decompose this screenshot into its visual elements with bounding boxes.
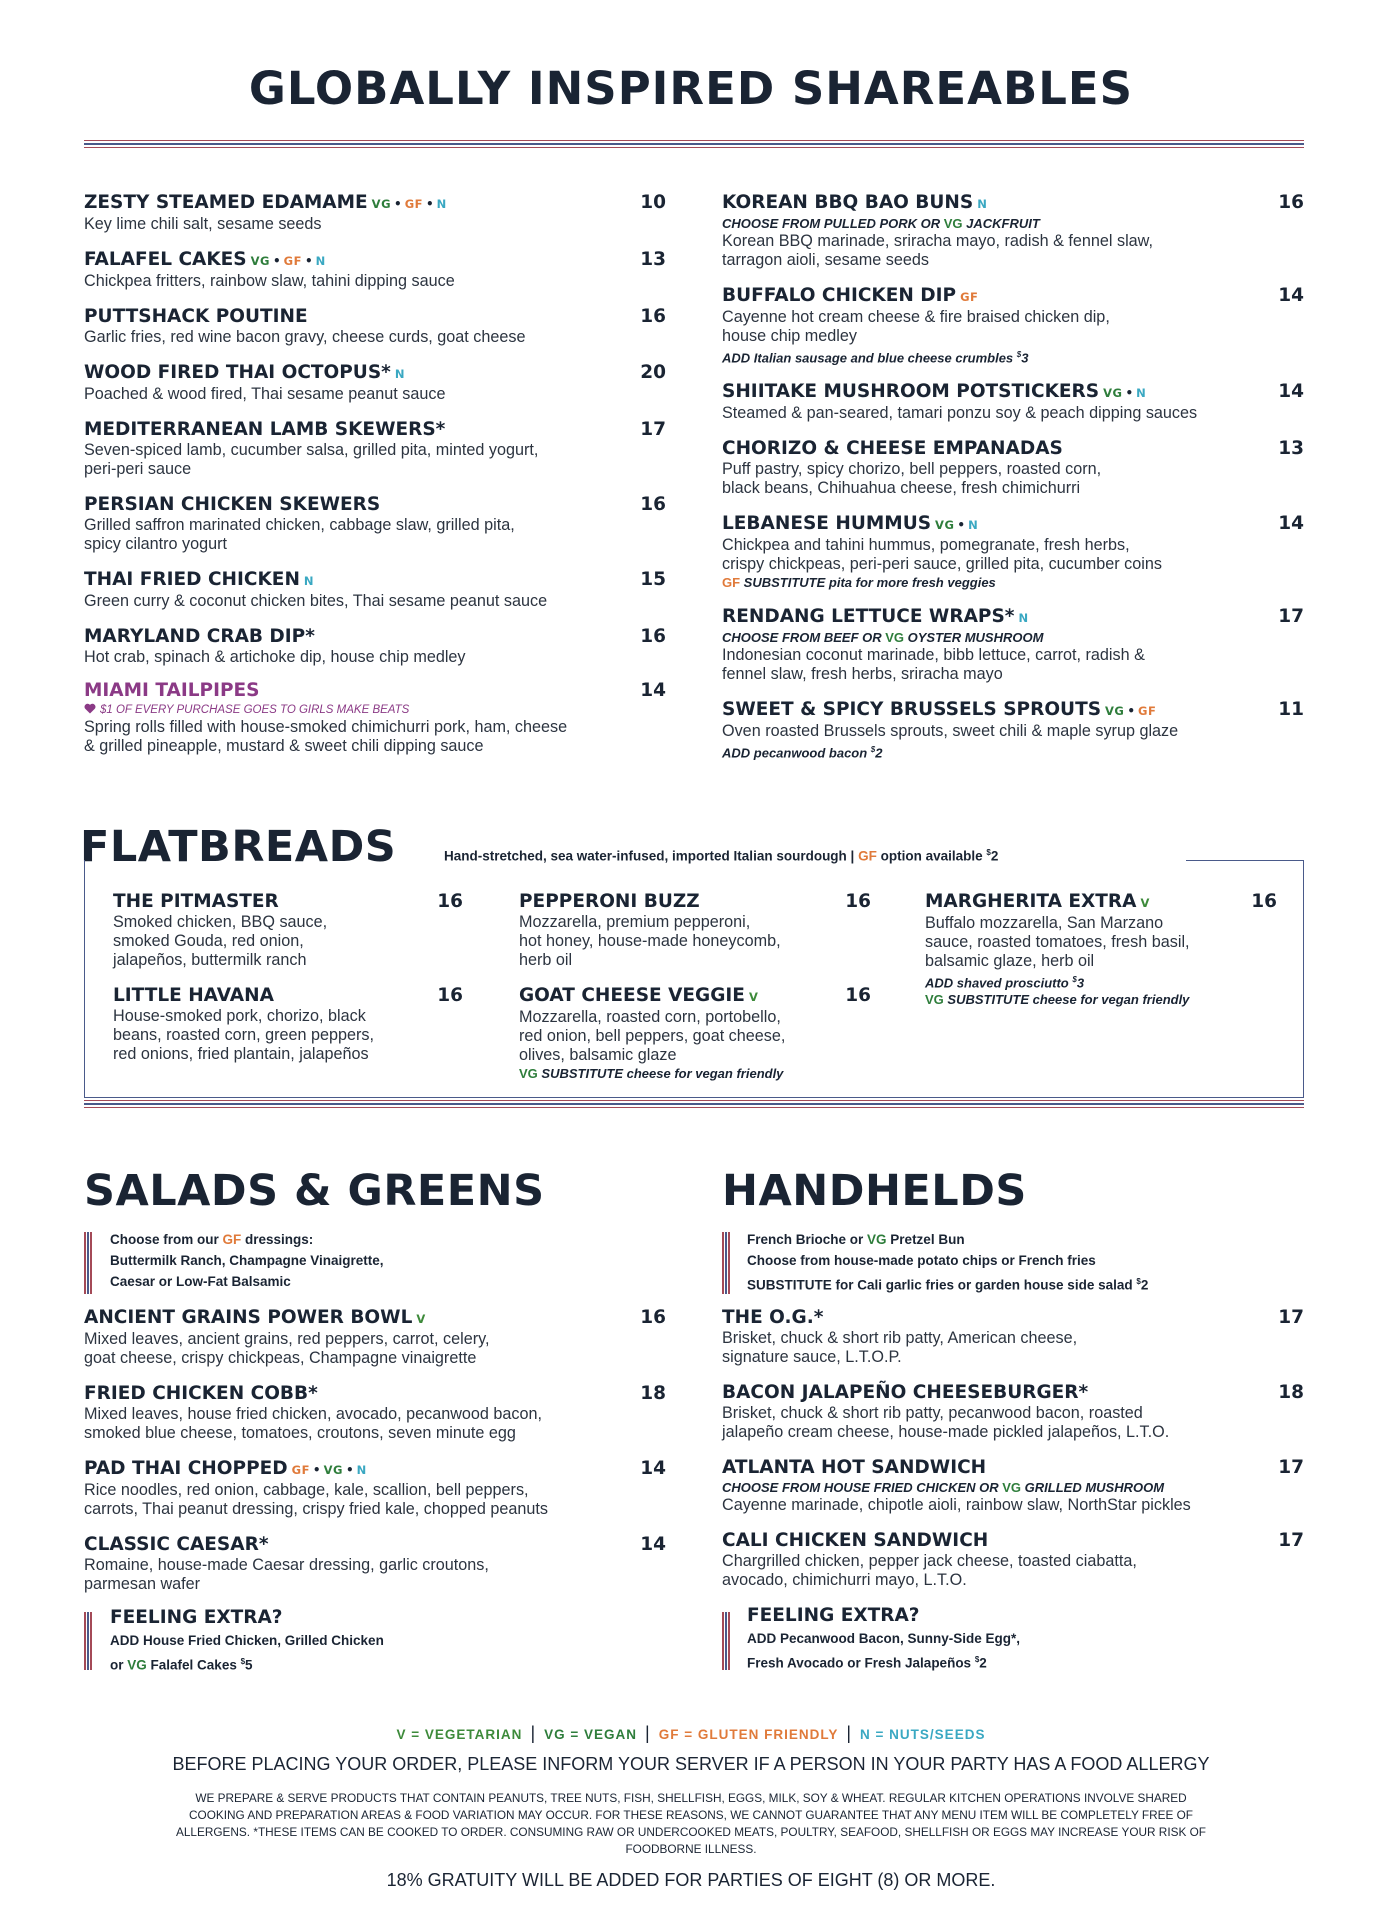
menu-item — [84, 1458, 666, 1519]
menu-item-desc — [519, 913, 871, 970]
menu-item-desc — [722, 1404, 1304, 1442]
desc-line: Garlic fries, red wine bacon gravy, cheese curds, goat cheese — [84, 328, 526, 346]
desc-line: Oven roasted Brussels sprouts, sweet chili & maple syrup glaze — [722, 722, 1179, 741]
desc-line: parmesan wafer — [84, 1575, 201, 1593]
desc-line: Key lime chili salt, sesame seeds — [84, 215, 322, 233]
menu-item-name — [722, 438, 1304, 460]
menu-item-name — [84, 494, 666, 516]
menu-item — [722, 699, 1304, 761]
menu-item-name-text: LEBANESE HUMMUS — [722, 513, 932, 535]
extra-lines — [747, 1628, 1020, 1674]
tag-separator: • — [957, 518, 966, 533]
tag-separator: • — [1127, 704, 1136, 719]
desc-line: Mozzarella, premium pepperoni, — [519, 913, 751, 931]
desc-line: red onions, fried plantain, jalapeños — [113, 1045, 369, 1063]
info-line: Buttermilk Ranch, Champagne Vinaigrette, — [110, 1253, 384, 1268]
menu-item — [84, 1307, 666, 1368]
dietary-tag: VG — [323, 1463, 343, 1477]
menu-item-price: 17 — [1278, 1307, 1304, 1328]
menu-item — [84, 1534, 666, 1594]
menu-item — [84, 419, 666, 479]
desc-line: fennel slaw, fresh herbs, sriracha mayo — [722, 665, 1003, 684]
menu-item-name-text: ZESTY STEAMED EDAMAME — [84, 192, 368, 213]
tag-separator: • — [304, 254, 313, 268]
charity-text: $1 OF EVERY PURCHASE GOES TO GIRLS MAKE BEATS — [100, 704, 410, 716]
dietary-tag: VG — [250, 254, 270, 268]
menu-item-addon-note: ADD Italian sausage and blue cheese crumbles $3 — [722, 350, 1029, 366]
desc-line: jalapeño cream cheese, house-made pickled jalapeños, L.T.O. — [722, 1423, 1170, 1441]
menu-item-name — [84, 419, 666, 441]
menu-item-desc — [84, 592, 666, 611]
menu-item — [113, 985, 463, 1064]
handhelds-bun-info — [747, 1229, 1148, 1296]
menu-item-addon-note: VG SUBSTITUTE cheese for vegan friendly — [925, 992, 1190, 1008]
dietary-tag: N — [977, 197, 988, 211]
info-line: Caesar or Low-Fat Balsamic — [110, 1274, 291, 1289]
info-line: ADD House Fried Chicken, Grilled Chicken — [110, 1633, 384, 1648]
desc-line: Chargrilled chicken, pepper jack cheese, toasted ciabatta, — [722, 1552, 1137, 1570]
menu-item-name-text: RENDANG LETTUCE WRAPS* — [722, 606, 1015, 628]
menu-item-price: 16 — [845, 891, 871, 912]
info-line: Choose from our GF dressings: — [110, 1232, 314, 1247]
menu-item-name — [113, 985, 463, 1007]
menu-item-name — [84, 1534, 666, 1556]
desc-line: Rice noodles, red onion, cabbage, kale, scallion, bell peppers, — [84, 1481, 529, 1499]
menu-item-name — [722, 381, 1304, 404]
salads-title: SALADS & GREENS — [84, 1166, 545, 1216]
salads-dressing-info — [110, 1229, 384, 1292]
tag-separator: • — [1125, 386, 1134, 401]
menu-item-name-text: SWEET & SPICY BRUSSELS SPROUTS — [722, 699, 1102, 721]
menu-item-name-text: PERSIAN CHICKEN SKEWERS — [84, 494, 381, 515]
desc-line: Indonesian coconut marinade, bibb lettuce, carrot, radish & — [722, 646, 1145, 665]
tag-separator: • — [345, 1463, 354, 1477]
menu-item-price: 17 — [1278, 1457, 1304, 1478]
menu-item-name-text: CALI CHICKEN SANDWICH — [722, 1530, 989, 1551]
menu-item-price: 16 — [1251, 891, 1277, 912]
desc-line: smoked Gouda, red onion, — [113, 932, 304, 950]
menu-item-desc — [722, 722, 1304, 741]
menu-item-price: 11 — [1278, 699, 1304, 721]
menu-item-name-text: MARYLAND CRAB DIP* — [84, 626, 315, 647]
heart-icon — [84, 703, 96, 714]
menu-item-name — [84, 192, 666, 215]
dietary-tag: N — [356, 1463, 367, 1477]
menu-item-desc — [84, 215, 666, 234]
menu-item-desc — [84, 648, 666, 667]
menu-item — [519, 891, 871, 970]
menu-item-name — [113, 891, 463, 913]
salads-dressing-bars — [84, 1232, 92, 1294]
menu-item-name-text: ANCIENT GRAINS POWER BOWL — [84, 1307, 413, 1328]
menu-item-name-text: CHORIZO & CHEESE EMPANADAS — [722, 438, 1063, 460]
desc-line: Mozzarella, roasted corn, portobello, — [519, 1008, 781, 1026]
menu-item-name — [84, 306, 666, 328]
desc-line: jalapeños, buttermilk ranch — [113, 951, 307, 969]
dietary-tag: N — [394, 367, 405, 381]
menu-item-desc — [84, 441, 666, 479]
desc-line: spicy cilantro yogurt — [84, 535, 228, 553]
dietary-tag: N — [1136, 386, 1147, 401]
extra-title: FEELING EXTRA? — [110, 1607, 283, 1628]
menu-item-desc — [722, 308, 1304, 346]
dietary-tag: N — [315, 254, 326, 268]
tag-separator: • — [272, 254, 281, 268]
menu-item-desc — [722, 536, 1304, 574]
menu-item-price: 16 — [640, 306, 666, 327]
info-line: French Brioche or VG Pretzel Bun — [747, 1232, 965, 1247]
desc-line: hot honey, house-made honeycomb, — [519, 932, 781, 950]
menu-item-desc — [722, 460, 1304, 498]
desc-line: red onion, bell peppers, goat cheese, — [519, 1027, 786, 1045]
menu-item-desc — [113, 913, 463, 970]
desc-line: Mixed leaves, house fried chicken, avocado, pecanwood bacon, — [84, 1405, 543, 1423]
desc-line: black beans, Chihuahua cheese, fresh chimichurri — [722, 479, 1081, 498]
legend-vegetarian: V = VEGETARIAN — [396, 1727, 523, 1742]
menu-item-name — [84, 1307, 666, 1330]
flatbreads-column-3 — [925, 891, 1277, 1023]
info-line: or VG Falafel Cakes $5 — [110, 1657, 253, 1673]
menu-item-price: 16 — [640, 1307, 666, 1328]
menu-item-desc — [84, 328, 666, 347]
desc-line: sauce, roasted tomatoes, fresh basil, — [925, 933, 1190, 951]
menu-item-name-text: FRIED CHICKEN COBB* — [84, 1383, 318, 1404]
menu-item-addon-note: GF SUBSTITUTE pita for more fresh veggies — [722, 575, 996, 591]
desc-line: goat cheese, crispy chickpeas, Champagne vinaigrette — [84, 1349, 477, 1367]
charity-note — [84, 702, 666, 718]
desc-line: herb oil — [519, 951, 573, 969]
desc-line: tarragon aioli, sesame seeds — [722, 251, 929, 269]
menu-item-option-note: CHOOSE FROM PULLED PORK OR VG JACKFRUIT — [722, 216, 1040, 231]
menu-item — [84, 249, 666, 291]
menu-item-price: 18 — [640, 1383, 666, 1404]
handhelds-bun-bars — [722, 1232, 730, 1294]
desc-line: Cayenne marinade, chipotle aioli, rainbow slaw, NorthStar pickles — [722, 1496, 1191, 1514]
menu-item-option-note: CHOOSE FROM HOUSE FRIED CHICKEN OR VG GRILLED MUSHROOM — [722, 1480, 1165, 1495]
desc-line: Seven-spiced lamb, cucumber salsa, grilled pita, minted yogurt, — [84, 441, 539, 459]
menu-item-price: 20 — [640, 362, 666, 383]
menu-item-name — [722, 513, 1304, 536]
menu-item-name — [722, 1382, 1304, 1404]
desc-line: Romaine, house-made Caesar dressing, garlic croutons, — [84, 1556, 489, 1574]
desc-line: carrots, Thai peanut dressing, crispy fried kale, chopped peanuts — [84, 1500, 549, 1518]
menu-item-price: 16 — [437, 985, 463, 1006]
menu-item-name-text: PEPPERONI BUZZ — [519, 891, 700, 912]
salads-items-column — [84, 1307, 666, 1609]
handhelds-extra-bars — [722, 1612, 730, 1670]
menu-item — [84, 1383, 666, 1443]
menu-item-name-text: GOAT CHEESE VEGGIE — [519, 985, 745, 1006]
flatbreads-rule — [84, 1100, 1304, 1108]
desc-line: Buffalo mozzarella, San Marzano — [925, 914, 1164, 932]
shareables-left-column — [84, 192, 666, 682]
menu-item — [84, 569, 666, 611]
dietary-tag: VG — [1105, 704, 1125, 719]
menu-item — [84, 362, 666, 404]
menu-item — [925, 891, 1277, 1008]
desc-line: Hot crab, spinach & artichoke dip, house chip medley — [84, 648, 466, 666]
desc-line: Chickpea fritters, rainbow slaw, tahini dipping sauce — [84, 272, 455, 290]
menu-item-name — [722, 1457, 1304, 1479]
flatbreads-box-top — [1186, 860, 1304, 861]
menu-item-name — [722, 606, 1304, 629]
desc-line: crispy chickpeas, peri-peri sauce, grilled pita, cucumber coins — [722, 555, 1162, 574]
dietary-tag: N — [1018, 611, 1029, 626]
menu-item-price: 13 — [640, 249, 666, 270]
menu-item-name — [519, 985, 871, 1008]
dietary-tag: GF — [283, 254, 302, 268]
menu-item-desc — [84, 718, 666, 756]
desc-line: signature sauce, L.T.O.P. — [722, 1348, 902, 1366]
menu-item-option-note: CHOOSE FROM BEEF OR VG OYSTER MUSHROOM — [722, 630, 1044, 646]
menu-item — [519, 985, 871, 1082]
legend-nuts-seeds: N = NUTS/SEEDS — [860, 1727, 986, 1742]
menu-item-desc — [925, 914, 1277, 971]
menu-item-name-text: BUFFALO CHICKEN DIP — [722, 285, 957, 306]
menu-item-name — [84, 362, 666, 385]
dietary-tag: V — [1140, 896, 1150, 910]
desc-line: Poached & wood fired, Thai sesame peanut sauce — [84, 385, 446, 403]
menu-item-name-text: THE PITMASTER — [113, 891, 279, 912]
info-line: Choose from house-made potato chips or French fries — [747, 1253, 1096, 1268]
desc-line: olives, balsamic glaze — [519, 1046, 677, 1064]
menu-item — [722, 1382, 1304, 1442]
menu-item-name — [722, 192, 1304, 215]
menu-item-price: 16 — [845, 985, 871, 1006]
menu-item — [84, 192, 666, 234]
menu-item-name — [84, 626, 666, 648]
menu-item-desc — [84, 1405, 666, 1443]
menu-item-price: 10 — [640, 192, 666, 213]
desc-line: peri-peri sauce — [84, 460, 192, 478]
menu-item-price: 14 — [640, 1534, 666, 1555]
page-title: GLOBALLY INSPIRED SHAREABLES — [248, 62, 1134, 115]
menu-item — [722, 1457, 1304, 1515]
menu-item-price: 14 — [640, 1458, 666, 1479]
menu-item — [722, 285, 1304, 366]
desc-line: avocado, chimichurri mayo, L.T.O. — [722, 1571, 967, 1589]
menu-item-addon-note: ADD shaved prosciutto $3 — [925, 975, 1085, 991]
menu-item-name-text: FALAFEL CAKES — [84, 249, 247, 270]
menu-item-name — [84, 249, 666, 272]
menu-item-desc — [722, 646, 1304, 684]
dietary-tag: N — [968, 518, 979, 533]
menu-item-price: 16 — [640, 626, 666, 647]
flatbreads-column-2 — [519, 891, 871, 1097]
menu-item-name-text: KOREAN BBQ BAO BUNS — [722, 192, 974, 213]
flatbreads-subtitle: Hand-stretched, sea water-infused, imported Italian sourdough | GF option available $2 — [444, 848, 999, 864]
menu-item-name — [722, 699, 1304, 722]
legend-gluten-friendly: GF = GLUTEN FRIENDLY — [658, 1727, 839, 1742]
menu-item — [84, 306, 666, 347]
salads-extra-info — [110, 1606, 384, 1676]
menu-item-name — [722, 1307, 1304, 1329]
menu-item — [722, 1530, 1304, 1590]
menu-item-price: 17 — [640, 419, 666, 440]
menu-item-desc — [722, 232, 1304, 270]
dietary-tag: GF — [404, 197, 423, 211]
dietary-tag: GF — [291, 1463, 310, 1477]
info-line: SUBSTITUTE for Cali garlic fries or garden house side salad $2 — [747, 1277, 1149, 1293]
menu-item-addon-note: VG SUBSTITUTE cheese for vegan friendly — [519, 1066, 784, 1081]
menu-item-price: 15 — [640, 569, 666, 590]
menu-item-name — [84, 1383, 666, 1405]
extra-lines — [110, 1630, 384, 1676]
menu-item — [722, 606, 1304, 684]
menu-item-name-text: MARGHERITA EXTRA — [925, 891, 1137, 912]
menu-item-addon-note: ADD pecanwood bacon $2 — [722, 745, 883, 761]
desc-line: Cayenne hot cream cheese & fire braised chicken dip, — [722, 308, 1110, 326]
menu-item-name — [722, 1530, 1304, 1552]
menu-item-name-text: WOOD FIRED THAI OCTOPUS* — [84, 362, 391, 383]
menu-item — [722, 513, 1304, 591]
menu-item — [113, 891, 463, 970]
desc-line: Grilled saffron marinated chicken, cabbage slaw, grilled pita, — [84, 516, 515, 534]
extra-title: FEELING EXTRA? — [747, 1605, 920, 1626]
menu-item-price: 16 — [437, 891, 463, 912]
desc-line: beans, roasted corn, green peppers, — [113, 1026, 374, 1044]
desc-line: Steamed & pan-seared, tamari ponzu soy & peach dipping sauces — [722, 404, 1198, 423]
header-rule — [84, 140, 1304, 148]
dietary-tag: N — [436, 197, 447, 211]
menu-item-desc — [84, 1330, 666, 1368]
dietary-tag: N — [303, 574, 315, 588]
menu-item-desc — [84, 516, 666, 554]
menu-item-desc — [84, 1556, 666, 1594]
menu-item-name-text: BACON JALAPEÑO CHEESEBURGER* — [722, 1382, 1089, 1403]
desc-line: & grilled pineapple, mustard & sweet chili dipping sauce — [84, 737, 484, 755]
allergy-notice: BEFORE PLACING YOUR ORDER, PLEASE INFORM YOUR SERVER IF A PERSON IN YOUR PARTY HAS A FOOD ALLERGY — [172, 1754, 1210, 1774]
tag-separator: • — [312, 1463, 321, 1477]
menu-item-desc — [84, 1481, 666, 1519]
gratuity-notice: 18% GRATUITY WILL BE ADDED FOR PARTIES OF EIGHT (8) OR MORE. — [386, 1870, 996, 1890]
allergen-fine-print: WE PREPARE & SERVE PRODUCTS THAT CONTAIN PEANUTS, TREE NUTS, FISH, SHELLFISH, EGGS, MILK, SOY & WHEAT. REGULAR KITCHEN OPERATIONS INVOLVE SHARED COOKING AND PREPARATION AREAS & FOOD VARIATION MAY OCCUR. FOR THESE REASONS, WE CANNOT GUARANTEE THAT ANY MENU ITEM WILL BE COMPLETELY FREE OF ALLERGENS. *THESE ITEMS CAN BE COOKED TO ORDER. CONSUMING RAW OR UNDERCOOKED MEATS, POULTRY, SEAFOOD, SHELLFISH OR EGGS MAY INCREASE YOUR RISK OF FOODBORNE ILLNESS. — [175, 1791, 1206, 1856]
menu-item-price: 18 — [1278, 1382, 1304, 1403]
desc-line: Chickpea and tahini hummus, pomegranate, fresh herbs, — [722, 536, 1130, 555]
dietary-tag: GF — [1138, 704, 1157, 719]
desc-line: House-smoked pork, chorizo, black — [113, 1007, 366, 1025]
flatbreads-title: FLATBREADS — [80, 822, 397, 872]
menu-item-name-text: THE O.G.* — [722, 1307, 824, 1328]
desc-line: Mixed leaves, ancient grains, red peppers, carrot, celery, — [84, 1330, 490, 1348]
menu-item-name-text: PAD THAI CHOPPED — [84, 1458, 288, 1479]
menu-item — [722, 438, 1304, 498]
menu-item-name-text: PUTTSHACK POUTINE — [84, 306, 308, 327]
flatbreads-column-1 — [113, 891, 463, 1079]
menu-item-price: 14 — [1278, 381, 1304, 403]
menu-item — [722, 1307, 1304, 1367]
shareables-right-column — [722, 192, 1304, 777]
desc-line: Green curry & coconut chicken bites, Thai sesame peanut sauce — [84, 592, 548, 610]
menu-item-price: 17 — [1278, 606, 1304, 628]
dietary-tag: VG — [371, 197, 392, 211]
menu-item-price: 16 — [640, 494, 666, 515]
menu-item-name-text: CLASSIC CAESAR* — [84, 1534, 269, 1555]
menu-item-name — [519, 891, 871, 913]
menu-item-desc — [722, 1496, 1304, 1515]
menu-item — [84, 626, 666, 667]
menu-item-desc — [722, 404, 1304, 423]
miami-tailpipes-item — [84, 680, 666, 771]
desc-line: Smoked chicken, BBQ sauce, — [113, 913, 328, 931]
handhelds-extra-info — [747, 1604, 1020, 1674]
menu-item-name — [925, 891, 1277, 914]
menu-item — [722, 192, 1304, 270]
menu-item — [722, 381, 1304, 423]
menu-item-desc — [84, 272, 666, 291]
menu-item-price: 14 — [640, 680, 666, 701]
menu-item-name-text: LITTLE HAVANA — [113, 985, 274, 1006]
menu-item-name — [84, 569, 666, 592]
desc-line: smoked blue cheese, tomatoes, croutons, seven minute egg — [84, 1424, 516, 1442]
menu-item-price: 14 — [1278, 285, 1304, 306]
menu-item-name-text: THAI FRIED CHICKEN — [84, 569, 300, 590]
tag-separator: • — [394, 197, 402, 211]
desc-line: Korean BBQ marinade, sriracha mayo, radish & fennel slaw, — [722, 232, 1153, 250]
menu-item-desc — [722, 1329, 1304, 1367]
handhelds-items-column — [722, 1307, 1304, 1605]
menu-item-name — [84, 1458, 666, 1481]
dietary-legend: V = VEGETARIAN | VG = VEGAN | GF = GLUTEN FRIENDLY | N = NUTS/SEEDS — [396, 1723, 986, 1743]
menu-item-desc — [113, 1007, 463, 1064]
tag-separator: • — [425, 197, 434, 211]
menu-item-price: 14 — [1278, 513, 1304, 535]
desc-line: house chip medley — [722, 327, 857, 345]
desc-line: balsamic glaze, herb oil — [925, 952, 1095, 970]
desc-line: Spring rolls filled with house-smoked chimichurri pork, ham, cheese — [84, 718, 568, 736]
menu-item-desc — [722, 1552, 1304, 1590]
dietary-tag: VG — [1103, 386, 1123, 401]
menu-item-desc — [519, 1008, 871, 1065]
dietary-tag: V — [416, 1312, 426, 1326]
menu-item-price: 17 — [1278, 1530, 1304, 1551]
dietary-tag: VG — [935, 518, 955, 533]
menu-item-desc — [84, 385, 666, 404]
desc-line: Brisket, chuck & short rib patty, American cheese, — [722, 1329, 1078, 1347]
desc-line: Puff pastry, spicy chorizo, bell peppers, roasted corn, — [722, 460, 1102, 479]
dietary-tag: GF — [960, 290, 979, 304]
menu-item-price: 16 — [1278, 192, 1304, 213]
menu-item-name-text: MEDITERRANEAN LAMB SKEWERS* — [84, 419, 446, 440]
legend-vegan: VG = VEGAN — [544, 1727, 638, 1742]
salads-extra-bars — [84, 1612, 92, 1670]
menu-item-price: 13 — [1278, 438, 1304, 460]
menu-item-name-text: ATLANTA HOT SANDWICH — [722, 1457, 987, 1478]
menu-item-name: MIAMI TAILPIPES — [84, 680, 260, 701]
menu-item-name-text: SHIITAKE MUSHROOM POTSTICKERS — [722, 381, 1100, 403]
menu-item-name — [722, 285, 1304, 308]
info-line: Fresh Avocado or Fresh Jalapeños $2 — [747, 1655, 987, 1671]
menu-item — [84, 494, 666, 554]
info-line: ADD Pecanwood Bacon, Sunny-Side Egg*, — [747, 1631, 1021, 1646]
handhelds-title: HANDHELDS — [722, 1166, 1027, 1216]
dietary-tag: V — [748, 990, 759, 1004]
desc-line: Brisket, chuck & short rib patty, pecanwood bacon, roasted — [722, 1404, 1143, 1422]
